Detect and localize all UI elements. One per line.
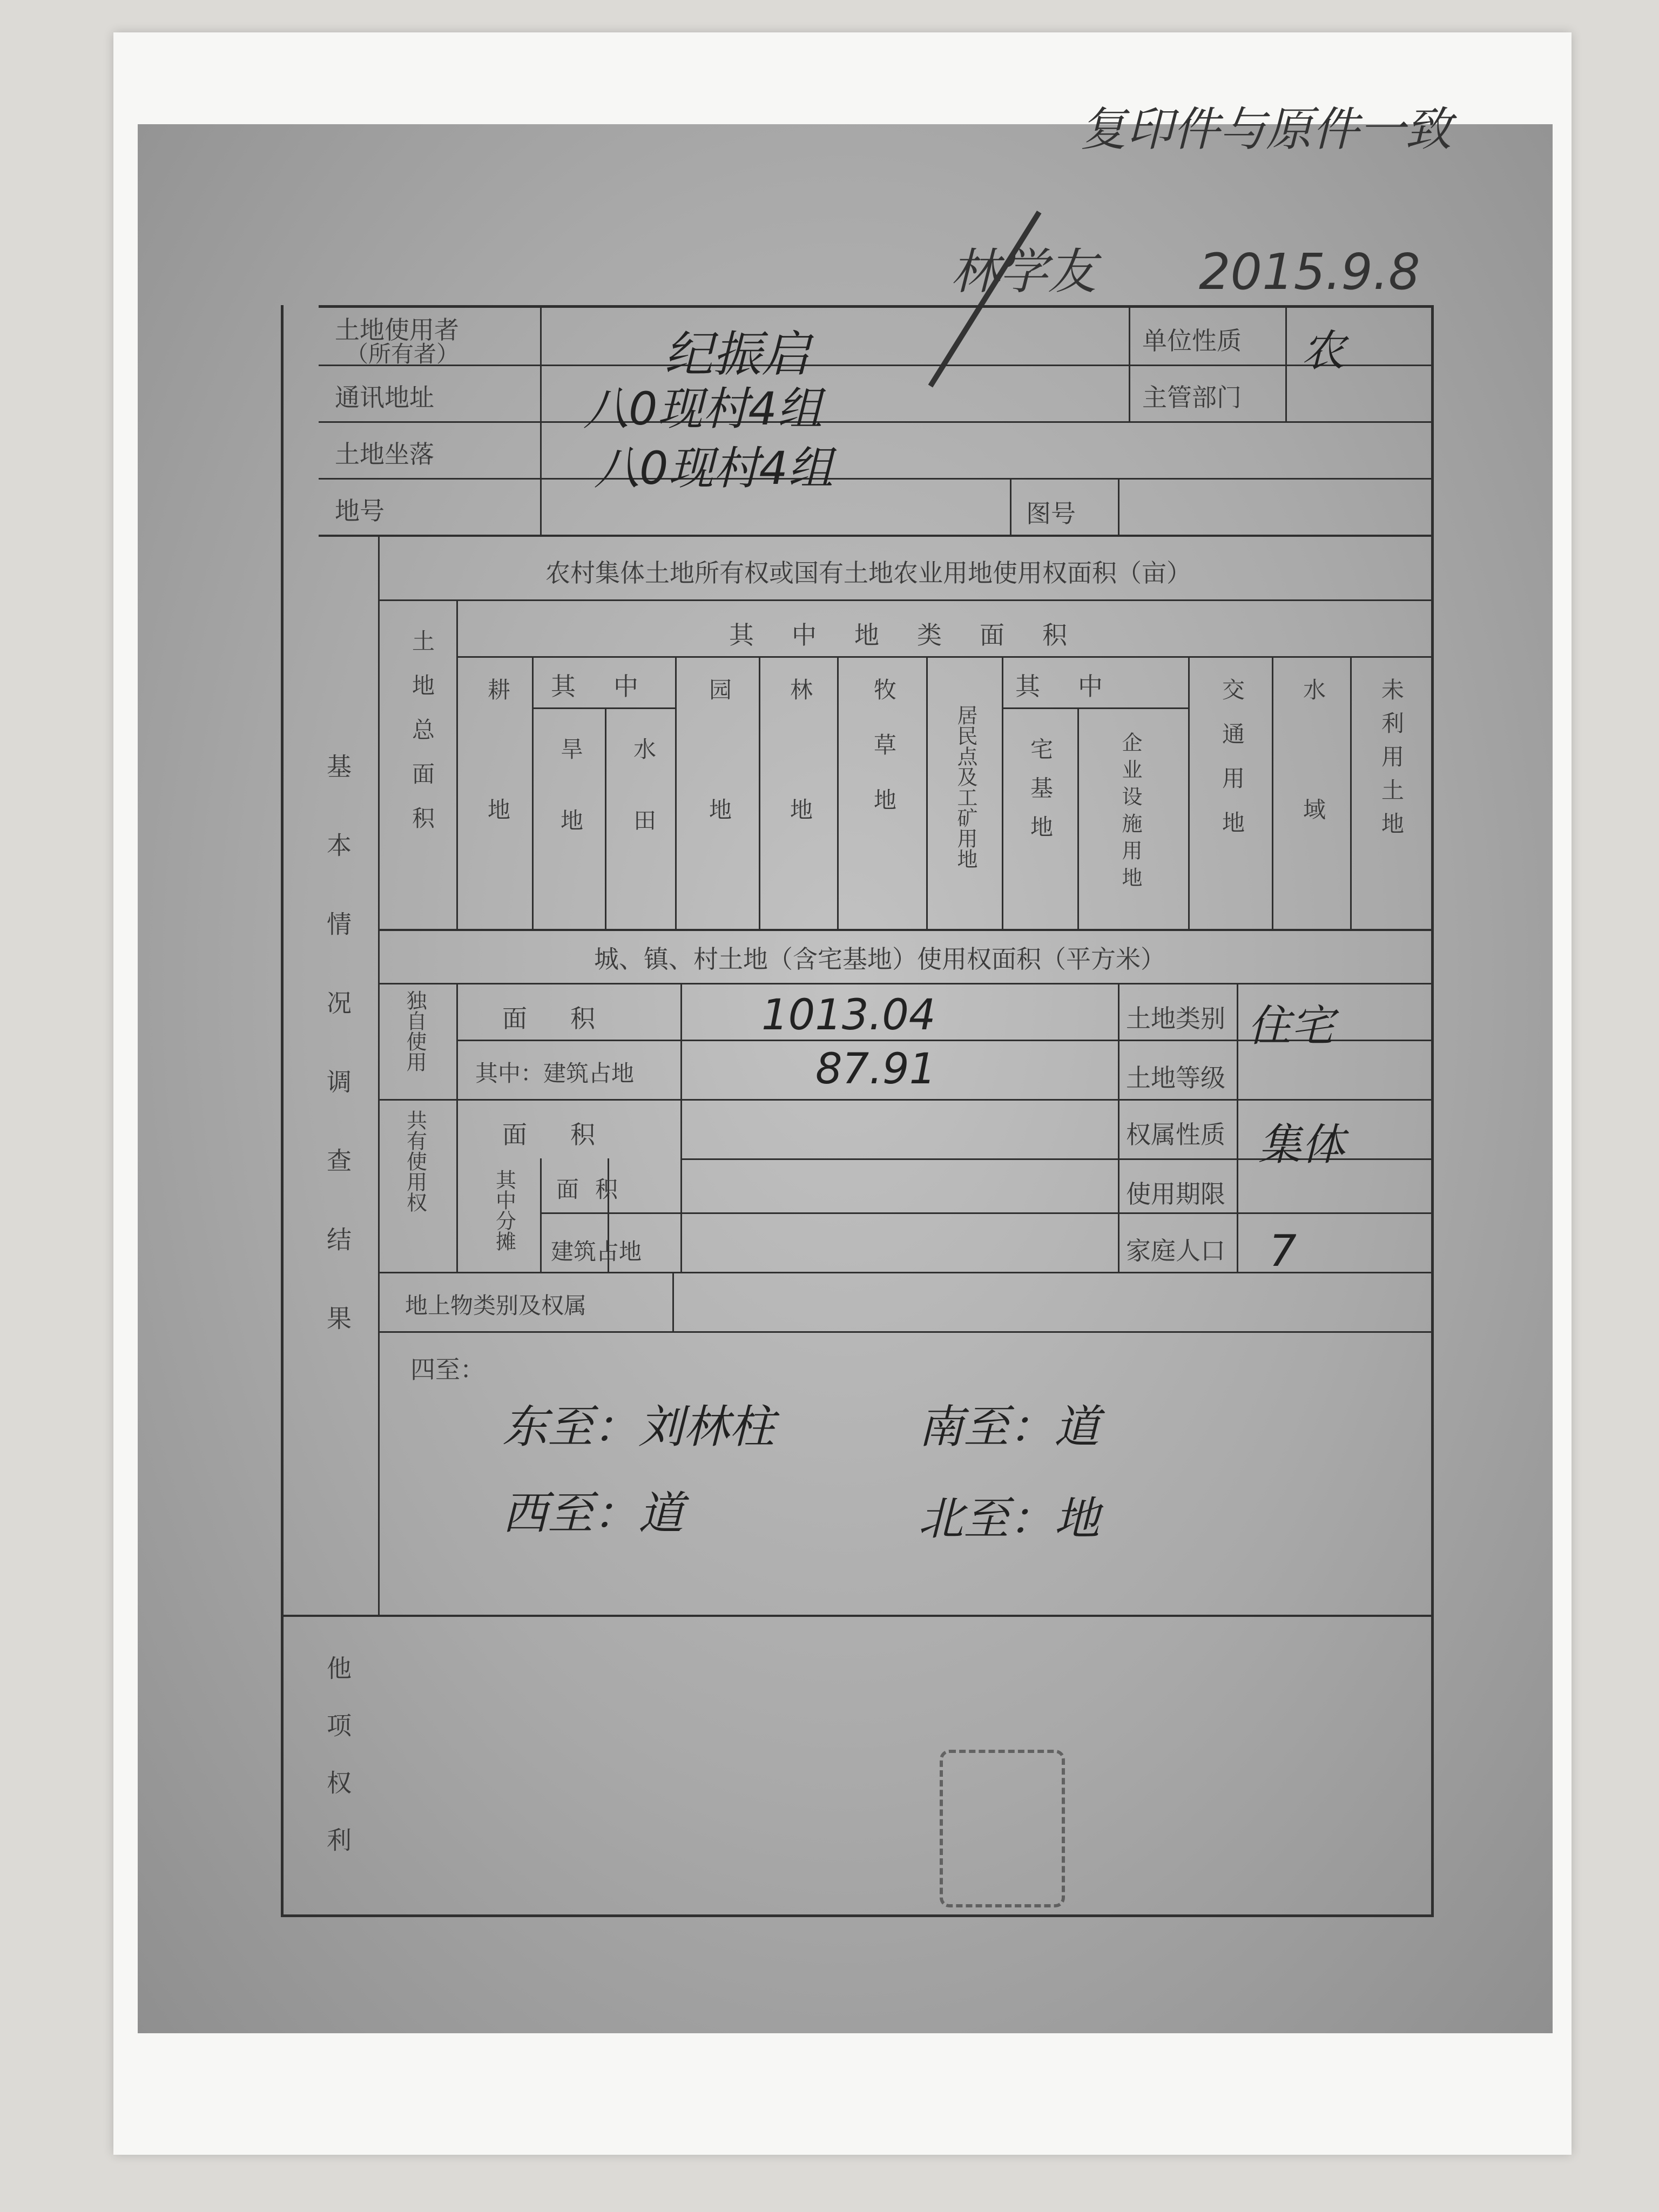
boundary-west: 西至：道 [502,1487,684,1540]
sub-header-1: 其中 [551,672,676,701]
col-homestead: 宅基地 [1027,737,1054,854]
total-area-label: 土地总面积 [409,629,435,851]
boundary-north: 北至：地 [918,1492,1100,1545]
col-orchard: 园地 [706,678,732,918]
faded-seal [940,1750,1065,1907]
owner-value: 纪振启 [664,326,810,383]
sub-header-2: 其中 [1015,672,1141,701]
address-value: 八0现村4组 [583,382,822,435]
land-type-label: 土地类别 [1126,1004,1225,1033]
col-pasture: 牧草地 [871,678,897,843]
shared-split-built-label: 建筑占地 [551,1238,642,1265]
land-survey-form [319,305,1431,1917]
area-label: 面积 [502,1004,638,1033]
col-residential: 居民点及工矿用地 [954,705,977,869]
household-value: 7 [1269,1226,1297,1276]
col-dryland: 旱地 [557,737,584,880]
address-label: 通讯地址 [335,383,434,412]
sole-use-label: 独自使用 [403,990,427,1072]
unit-nature-label: 单位性质 [1142,326,1242,355]
copy-verification-note: 复印件与原件一致 [1080,103,1452,157]
built-label: 其中：建筑占地 [475,1060,635,1087]
signature: 林学友 [950,244,1096,300]
boundary-south: 南至：道 [918,1400,1100,1453]
owner-label: 土地使用者 [335,315,459,345]
categories-title: 其中地类面积 [729,621,1105,650]
unit-nature-value: 农 [1301,326,1345,376]
urban-section-title: 城、镇、村土地（含宅基地）使用权面积（平方米） [594,945,1165,974]
shared-area-label: 面积 [502,1120,638,1149]
rural-section-title: 农村集体土地所有权或国有土地农业用地使用权面积（亩） [545,558,1191,588]
land-type-value: 住宅 [1247,1001,1334,1051]
area-value: 1013.04 [761,991,936,1040]
col-enterprise: 企业设施用地 [1118,732,1142,894]
shared-split-label: 其中分摊 [492,1169,516,1251]
location-label: 土地坐落 [335,440,434,469]
location-value: 八0现村4组 [594,442,833,495]
boundaries-label: 四至： [410,1355,485,1384]
other-rights-label: 他项权利 [323,1655,352,1884]
col-arable: 耕地 [484,678,511,918]
map-no-label: 图号 [1026,499,1076,528]
col-paddy: 水田 [630,737,657,880]
survey-result-label: 基本情况调查结果 [323,753,352,1384]
boundary-east: 东至：刘林柱 [502,1400,775,1453]
use-period-label: 使用期限 [1126,1179,1225,1209]
shared-use-label: 共有使用权 [403,1110,427,1212]
household-label: 家庭人口 [1126,1236,1225,1265]
ownership-value: 集体 [1258,1120,1345,1170]
parcel-label: 地号 [335,496,385,525]
ownership-label: 权属性质 [1126,1120,1225,1149]
structures-label: 地上物类别及权属 [405,1292,587,1319]
annotation-date: 2015.9.8 [1199,243,1420,301]
shared-split-area-label: 面积 [556,1176,635,1203]
authority-label: 主管部门 [1142,383,1242,412]
col-forest: 林地 [787,678,813,918]
col-water: 水域 [1300,678,1326,918]
land-grade-label: 土地等级 [1126,1063,1225,1092]
col-transport: 交通用地 [1219,678,1245,855]
owner-sub-label: （所有者） [346,341,460,367]
col-unused: 未利用土地 [1378,678,1405,845]
built-value: 87.91 [815,1045,936,1094]
